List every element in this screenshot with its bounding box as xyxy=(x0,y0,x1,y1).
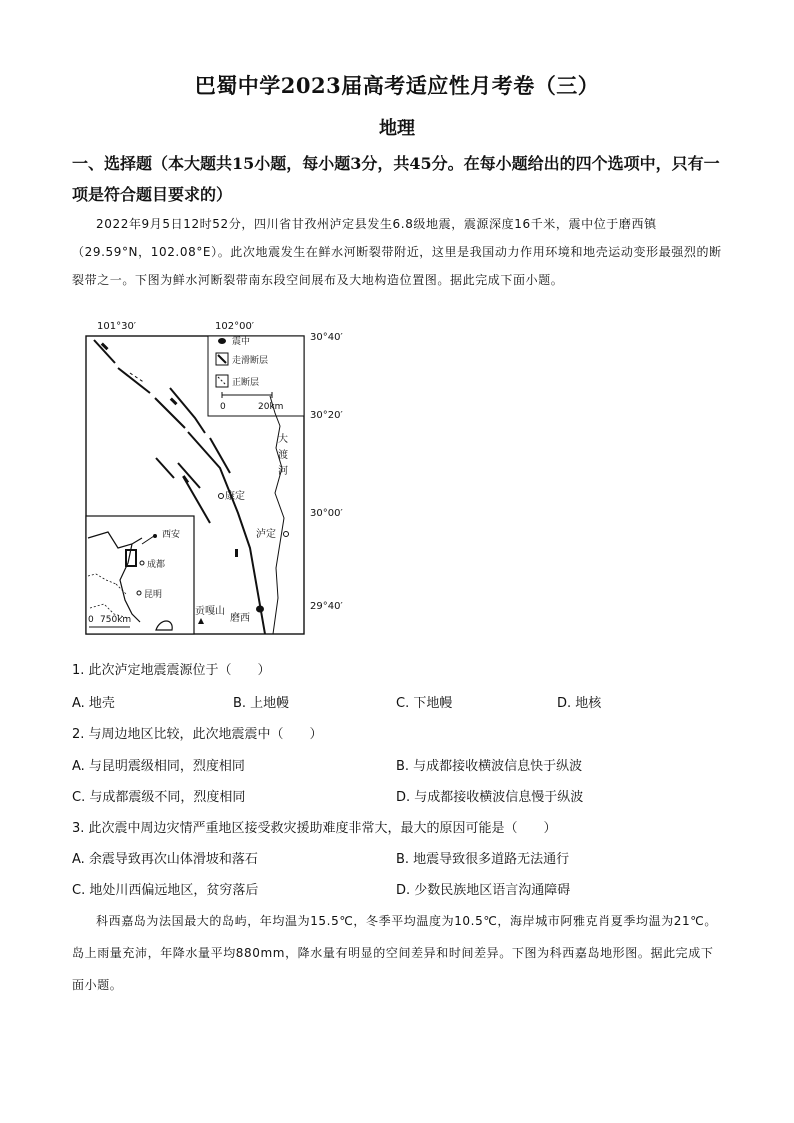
passage-earthquake: 2022年9月5日12时52分，四川省甘孜州泸定县发生6.8级地震，震源深度16千米，震中位于磨西镇（29.59°N，102.08°E）。此次地震发生在鲜水河断裂带附近，这里是我国动力作用环境和地壳运动变形最强烈的断裂带之一。下图为鲜水河断裂带南东段空间展布及大地构造位置图。据此完成下面小题。 xyxy=(72,217,722,287)
lat-label-3: 30°00′ xyxy=(310,508,343,519)
exam-title: 巴蜀中学2023届高考适应性月考卷（三） xyxy=(194,73,600,98)
river-label-1: 大 xyxy=(278,434,288,445)
q3-option-b[interactable]: B. 地震导致很多道路无法通行 xyxy=(396,852,570,867)
epicenter-legend-icon xyxy=(218,338,226,344)
subject-title: 地理 xyxy=(379,118,415,139)
q3-option-c[interactable]: C. 地处川西偏远地区，贫穷落后 xyxy=(72,883,259,898)
fault-map-svg xyxy=(70,318,370,648)
q2-stem: 2. 与周边地区比较，此次地震震中（ ） xyxy=(72,727,323,742)
luding-label: 泸定 xyxy=(256,529,276,540)
q1-option-b[interactable]: B. 上地幔 xyxy=(233,696,290,711)
passage-corsica: 科西嘉岛为法国最大的岛屿，年均温为15.5℃，冬季平均温度为10.5℃，海岸城市阿雅克肖夏季均温为21℃。岛上雨量充沛，年降水量平均880mm，降水量有明显的空间差异和时间差异。下图为科西嘉岛地形图。据此完成下面小题。 xyxy=(72,914,717,992)
inset-kunming: 昆明 xyxy=(144,590,163,600)
q1-option-d[interactable]: D. 地核 xyxy=(557,696,602,711)
inset-xian: 西安 xyxy=(162,530,181,540)
q3-stem: 3. 此次震中周边灾情严重地区接受救灾援助难度非常大，最大的原因可能是（ ） xyxy=(72,821,557,836)
river-label-3: 河 xyxy=(278,466,288,477)
lat-label-4: 29°40′ xyxy=(310,601,343,612)
q1-option-c[interactable]: C. 下地幔 xyxy=(396,696,453,711)
kangding-label: 康定 xyxy=(225,491,245,502)
scale-dist: 20km xyxy=(258,402,284,412)
section-heading: 一、选择题（本大题共15小题，每小题3分，共45分。在每小题给出的四个选项中，只有一项是符合题目要求的） xyxy=(72,154,720,204)
q1-option-a[interactable]: A. 地壳 xyxy=(72,696,115,711)
q2-option-d[interactable]: D. 与成都接收横波信息慢于纵波 xyxy=(396,790,584,805)
inset-scale-dist: 750km xyxy=(100,615,132,625)
q2-option-b[interactable]: B. 与成都接收横波信息快于纵波 xyxy=(396,759,583,774)
legend-epicenter: 震中 xyxy=(232,337,251,347)
luding-marker xyxy=(284,532,289,537)
legend-strike-slip: 走滑断层 xyxy=(232,356,269,366)
mountain-icon xyxy=(198,618,204,624)
q2-option-c[interactable]: C. 与成都震级不同，烈度相同 xyxy=(72,790,246,805)
q2-option-a[interactable]: A. 与昆明震级相同，烈度相同 xyxy=(72,759,245,774)
dadu-river xyxy=(270,396,284,634)
q1-stem: 1. 此次泸定地震震源位于（ ） xyxy=(72,663,271,678)
kangding-marker xyxy=(219,494,224,499)
q3-option-a[interactable]: A. 余震导致再次山体滑坡和落石 xyxy=(72,852,258,867)
river-label-2: 渡 xyxy=(278,450,288,461)
epicenter-marker xyxy=(256,606,264,613)
legend-normal: 正断层 xyxy=(232,378,260,388)
gongga-label: 贡嘎山 xyxy=(195,606,225,617)
q3-option-d[interactable]: D. 少数民族地区语言沟通障碍 xyxy=(396,883,571,898)
lat-label-2: 30°20′ xyxy=(310,410,343,421)
inset-chengdu: 成都 xyxy=(147,560,166,570)
fault-map-figure xyxy=(70,318,370,648)
scale-zero: 0 xyxy=(220,402,226,412)
lon-label-1: 101°30′ xyxy=(97,321,137,332)
lon-label-2: 102°00′ xyxy=(215,321,255,332)
inset-scale-zero: 0 xyxy=(88,615,94,625)
lat-label-1: 30°40′ xyxy=(310,332,343,343)
moxi-label: 磨西 xyxy=(230,613,250,624)
